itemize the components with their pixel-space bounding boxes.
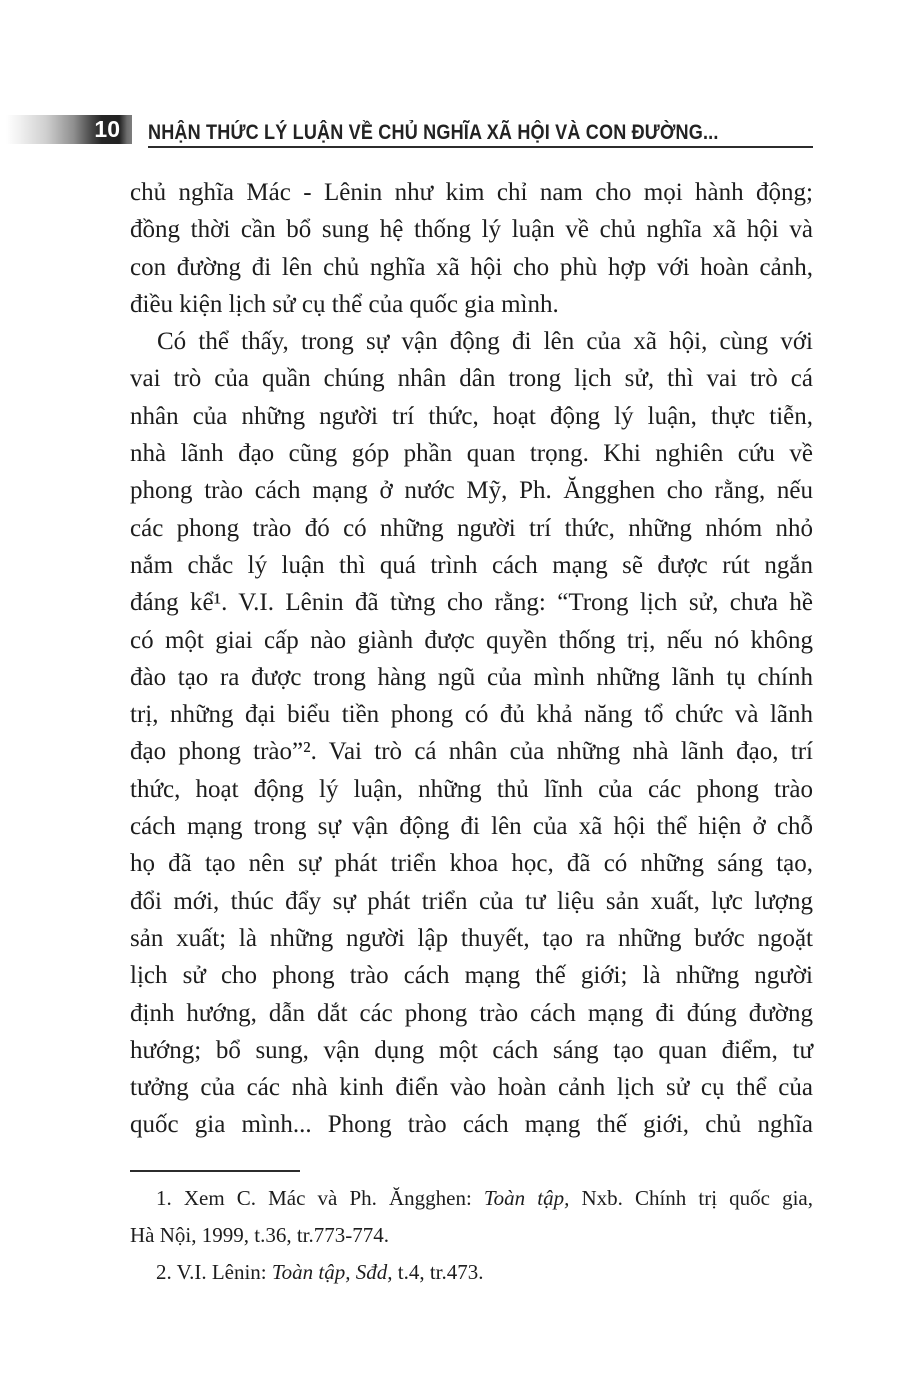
body-line: định hướng, dẫn dắt các phong trào cách mạng đi đúng đường (130, 999, 813, 1027)
footnotes (130, 1180, 813, 1291)
footnote-segment: Hà Nội, 1999, t.36, tr.773-774. (130, 1223, 389, 1247)
body-line: phong trào cách mạng ở nước Mỹ, Ph. Ăngghen cho rằng, nếu (130, 477, 813, 505)
body-line: đổi mới, thúc đẩy sự phát triển của tư liệu sản xuất, lực lượng (130, 887, 813, 915)
footnote-segment: 2. V.I. Lênin: (156, 1260, 272, 1284)
body-line: quốc gia mình... Phong trào cách mạng thế giới, chủ nghĩa (130, 1111, 813, 1139)
body-line: đạo phong trào”². Vai trò cá nhân của những nhà lãnh đạo, trí (130, 738, 813, 766)
footnote-segment: t.4, tr.473. (392, 1260, 484, 1284)
running-title: NHẬN THỨC LÝ LUẬN VỀ CHỦ NGHĨA XÃ HỘI VÀ CON ĐƯỜNG... (148, 121, 719, 144)
header-rule (148, 146, 813, 148)
footnote-line (130, 1254, 813, 1291)
footnote-line (130, 1180, 813, 1217)
body-line: nắm chắc lý luận thì quá trình cách mạng sẽ được rút ngắn (130, 551, 813, 579)
body-line: con đường đi lên chủ nghĩa xã hội cho phù hợp với hoàn cảnh, (130, 253, 813, 281)
body-line: sản xuất; là những người lập thuyết, tạo ra những bước ngoặt (130, 924, 813, 952)
body-line: hướng; bổ sung, vận dụng một cách sáng tạo quan điểm, tư (130, 1036, 813, 1064)
body-line: vai trò của quần chúng nhân dân trong lịch sử, thì vai trò cá (130, 365, 813, 393)
footnote-segment: 1. Xem C. Mác và Ph. Ăngghen: (156, 1186, 484, 1210)
body-text (130, 174, 813, 1144)
footnote-segment-italic: Toàn tập, Sđd, (271, 1260, 393, 1284)
footnote-segment: Nxb. Chính trị quốc gia, (569, 1186, 813, 1210)
body-line: tưởng của các nhà kinh điển vào hoàn cảnh lịch sử cụ thể của (130, 1074, 813, 1102)
body-line: nhân của những người trí thức, hoạt động lý luận, thực tiễn, (130, 402, 813, 430)
body-line: các phong trào đó có những người trí thức, những nhóm nhỏ (130, 514, 813, 542)
body-line: điều kiện lịch sử cụ thể của quốc gia mình. (130, 290, 559, 318)
body-line: Có thể thấy, trong sự vận động đi lên của xã hội, cùng với (157, 328, 813, 356)
page-number: 10 (94, 116, 120, 142)
body-line: có một giai cấp nào giành được quyền thống trị, nếu nó không (130, 626, 813, 654)
body-line: nhà lãnh đạo cũng góp phần quan trọng. Khi nghiên cứu về (130, 440, 813, 468)
body-line: thức, hoạt động lý luận, những thủ lĩnh của các phong trào (130, 775, 813, 803)
body-line: họ đã tạo nên sự phát triển khoa học, đã có những sáng tạo, (130, 850, 813, 878)
page-number-bar (6, 115, 132, 144)
body-line: đào tạo ra được trong hàng ngũ của mình những lãnh tụ chính (130, 663, 813, 691)
body-line: đáng kể¹. V.I. Lênin đã từng cho rằng: “Trong lịch sử, chưa hề (130, 589, 813, 617)
footnote-segment-italic: Toàn tập, (483, 1186, 570, 1210)
body-line: cách mạng trong sự vận động đi lên của xã hội thể hiện ở chỗ (130, 813, 813, 841)
footnote-line (130, 1217, 813, 1254)
body-line: trị, những đại biểu tiền phong có đủ khả năng tổ chức và lãnh (130, 701, 813, 729)
body-line: chủ nghĩa Mác - Lênin như kim chỉ nam cho mọi hành động; (130, 179, 813, 206)
body-line: lịch sử cho phong trào cách mạng thế giới; là những người (130, 962, 813, 990)
footnote-separator (130, 1170, 300, 1172)
body-line: đồng thời cần bổ sung hệ thống lý luận về chủ nghĩa xã hội và (130, 216, 813, 244)
